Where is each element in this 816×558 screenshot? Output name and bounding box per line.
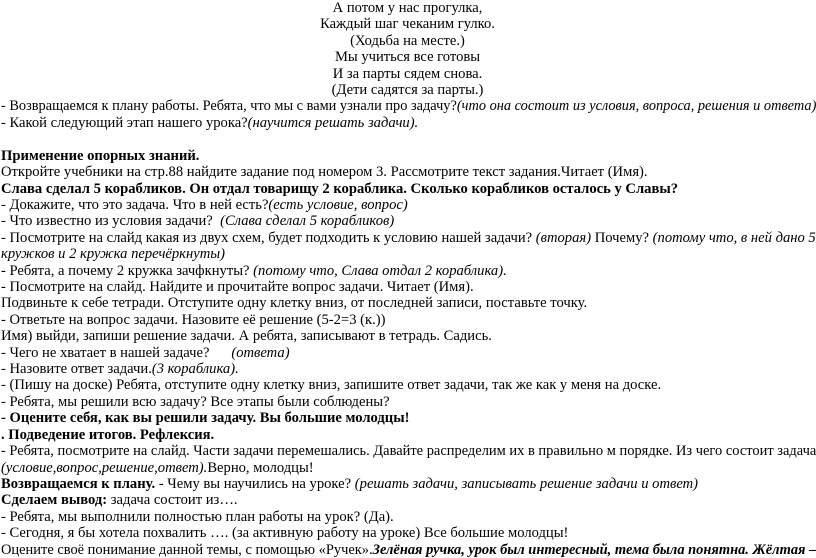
italic-answer: (есть условие, вопрос) bbox=[268, 196, 408, 213]
text-span: - Что известно из условия задачи? bbox=[1, 213, 213, 230]
italic-answer: (потому что, Слава отдал 2 кораблика). bbox=[253, 262, 507, 279]
italic-answer: (потому что, в ней дано 5 bbox=[652, 229, 816, 246]
poem-line-3: (Ходьба на месте.) bbox=[350, 32, 465, 49]
text-line: - Сегодня, я бы хотела похвалить …. (за активную работу на уроке) Все большие молодцы! bbox=[1, 525, 569, 542]
bold-italic-text: Зелёная ручка, урок был интересный, тема была понятна. Жёлтая – bbox=[372, 541, 816, 558]
text-span: - Назовите ответ задачи. bbox=[1, 361, 152, 378]
bold-line: - Оцените себя, как вы решили задачу. Вы большие молодцы! bbox=[1, 410, 410, 427]
text-line: Подвиньте к себе тетради. Отступите одну клетку вниз, от последней записи, поставьте точку. bbox=[1, 295, 588, 312]
italic-answer: (что она состоит из условия, вопроса, решения и ответа) bbox=[456, 98, 816, 115]
italic-answer: (ответа) bbox=[231, 344, 290, 361]
poem-line-5: И за парты сядем снова. bbox=[332, 65, 483, 82]
text-line bbox=[1, 230, 816, 246]
text-span: - Возвращаемся к плану работы. Ребята, что мы с вами узнали про задачу? bbox=[1, 98, 457, 115]
text-line bbox=[1, 542, 816, 558]
italic-answer: (Слава сделал 5 корабликов) bbox=[220, 213, 395, 230]
text-span: задача состоит из…. bbox=[107, 492, 238, 509]
text-span: - Чего не хватает в нашей задаче? bbox=[1, 344, 210, 361]
text-line: - Ребята, посмотрите на слайд. Части задачи перемешались. Давайте распределим их в правильно м порядке. Из чего состоит задача bbox=[1, 443, 816, 460]
poem-line-2: Каждый шаг чеканим гулко. bbox=[320, 16, 495, 33]
text-line bbox=[1, 115, 816, 131]
section-heading: Применение опорных знаний. bbox=[1, 147, 200, 164]
text-line: - Ребята, мы выполнили полностью план работы на урок? (Да). bbox=[1, 508, 394, 525]
text-line bbox=[1, 492, 816, 508]
task-statement: Слава сделал 5 корабликов. Он отдал товарищу 2 кораблика. Сколько корабликов осталось у Славы? bbox=[1, 180, 679, 197]
text-line bbox=[1, 476, 816, 492]
text-line: - Ребята, мы решили всю задачу? Все этапы были соблюдены? bbox=[1, 393, 390, 410]
section-heading: . Подведение итогов. Рефлексия. bbox=[1, 426, 215, 443]
text-line bbox=[1, 98, 816, 114]
poem-line-1: А потом у нас прогулка, bbox=[332, 0, 483, 16]
text-line: Откройте учебники на стр.88 найдите задание под номером 3. Рассмотрите текст задания.Читает (Имя). bbox=[1, 164, 648, 181]
italic-answer: (3 кораблика). bbox=[151, 361, 239, 378]
text-line: Имя) выйди, запиши решение задачи. А ребята, записывают в тетрадь. Садись. bbox=[1, 328, 492, 345]
text-line: - Ответьте на вопрос задачи. Назовите её решение (5-2=3 (к.)) bbox=[1, 311, 386, 328]
text-span: Почему? bbox=[591, 229, 649, 246]
text-line bbox=[1, 361, 816, 377]
text-line: - Посмотрите на слайд. Найдите и прочитайте вопрос задачи. Читает (Имя). bbox=[1, 279, 474, 295]
text-span: Верно, молодцы! bbox=[207, 459, 314, 476]
text-line bbox=[1, 460, 816, 476]
italic-answer: (научится решать задачи). bbox=[247, 114, 419, 131]
text-line bbox=[1, 213, 816, 229]
text-line bbox=[1, 263, 816, 279]
italic-answer: кружков и 2 кружка перечёркнуты) bbox=[1, 246, 226, 263]
poem-line-4: Мы учиться все готовы bbox=[334, 49, 481, 66]
text-span: - Чему вы научились на уроке? bbox=[155, 475, 352, 492]
poem-line-6: (Дети садятся за парты.) bbox=[331, 82, 484, 99]
text-span: - Какой следующий этап нашего урока? bbox=[1, 114, 248, 131]
italic-answer: (вторая) bbox=[535, 229, 592, 246]
italic-answer: (решать задачи, записывать решение задачи и ответ) bbox=[354, 475, 699, 492]
italic-answer: (условие,вопрос,решение,ответ). bbox=[1, 459, 208, 476]
text-span: - Посмотрите на слайд какая из двух схем, будет подходить к условию нашей задачи? bbox=[1, 229, 533, 246]
bold-label: Возвращаемся к плану. bbox=[1, 475, 156, 492]
text-line bbox=[1, 197, 816, 213]
text-span: - Ребята, а почему 2 кружка зачфкнуты? bbox=[1, 262, 250, 279]
text-span: - Докажите, что это задача. Что в ней есть? bbox=[1, 196, 269, 213]
text-span: Оцените своё понимание данной темы, с помощью «Ручек». bbox=[1, 541, 373, 558]
text-line: - (Пишу на доске) Ребята, отступите одну клетку вниз, запишите ответ задачи, так же как у меня на доске. bbox=[1, 377, 662, 394]
bold-label: Сделаем вывод: bbox=[1, 492, 108, 509]
text-line bbox=[1, 345, 816, 361]
